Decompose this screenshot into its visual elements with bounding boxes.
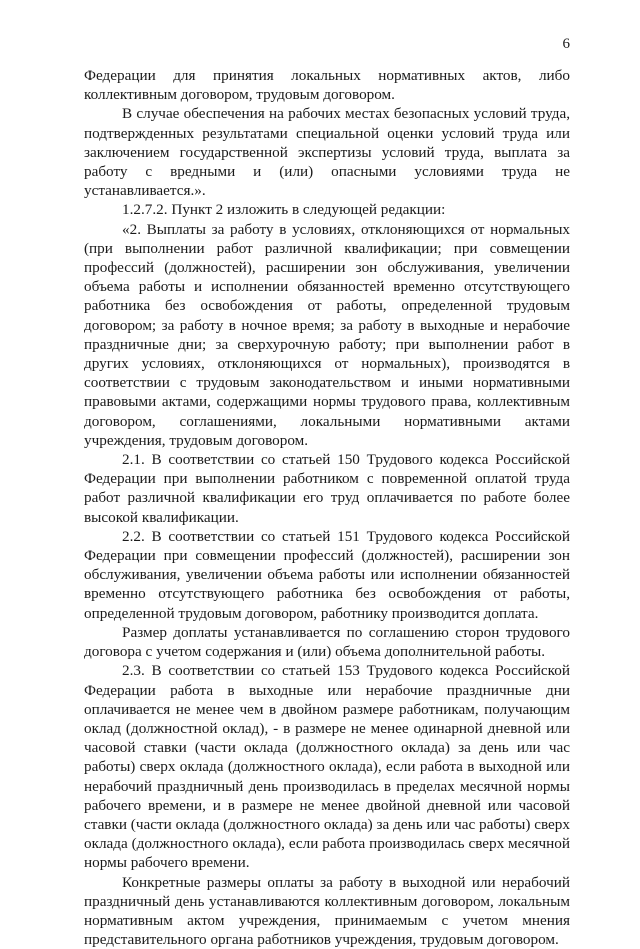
paragraph-6: 2.2. В соответствии со статьей 151 Трудового кодекса Российской Федерации при совмещении профессий (должностей), расширении зон обслуживания, увеличении объема работы или исполнении обязанностей временно отсутствующего работника без освобождения от работы, определенной трудовым договором, работнику производится доплата. <box>84 527 570 622</box>
paragraph-9: Конкретные размеры оплаты за работу в выходной или нерабочий праздничный день устанавливаются коллективным договором, локальным нормативным актом учреждения, принимаемым с учетом мнения представительного органа работников учреждения, трудовым договором. <box>84 873 570 949</box>
paragraph-1: Федерации для принятия локальных нормативных актов, либо коллективным договором, трудовым договором. <box>84 67 570 104</box>
paragraph-4: «2. Выплаты за работу в условиях, отклоняющихся от нормальных (при выполнении работ различной квалификации; при совмещении профессий (должностей), расширении зон обслуживания, увеличении объема работы и исполнении обязанностей временно отсутствующего работника без освобождения от работы, определенной трудовым договором; за работу в ночное время; за работу в выходные и нерабочие праздничные дни; за сверхурочную работу; при выполнении работ в других условиях, отклоняющихся от нормальных), производятся в соответствии с трудовым законодательством и иными нормативными правовыми актами, содержащими нормы трудового права, коллективным договором, соглашениями, локальными нормативными актами учреждения, трудовым договором. <box>84 220 570 449</box>
page-number: 6 <box>562 36 570 52</box>
paragraph-5: 2.1. В соответствии со статьей 150 Трудового кодекса Российской Федерации при выполнении работником с повременной оплатой труда работ различной квалификации его труд оплачивается по работе более высокой квалификации. <box>84 451 570 526</box>
paragraph-7: Размер доплаты устанавливается по соглашению сторон трудового договора с учетом содержания и (или) объема дополнительной работы. <box>84 623 570 661</box>
paragraph-3: 1.2.7.2. Пункт 2 изложить в следующей редакции: <box>122 201 446 219</box>
paragraph-2: В случае обеспечения на рабочих местах безопасных условий труда, подтвержденных результатами специальной оценки условий труда или заключением государственной экспертизы условий труда, выплата за работу с вредными и (или) опасными условиями труда не устанавливается.». <box>84 105 570 200</box>
document-body <box>84 66 570 949</box>
paragraph-8: 2.3. В соответствии со статьей 153 Трудового кодекса Российской Федерации работа в выходные или нерабочие праздничные дни оплачивается не менее чем в двойном размере работникам, получающим оклад (должностной оклад), - в размере не менее одинарной дневной или часовой ставки (части оклада (должностного оклада) за день или час работы) сверх оклада (должностного оклада), если работа в выходной или нерабочий праздничный день производилась в пределах месячной нормы рабочего времени, и в размере не менее двойной дневной или часовой ставки (части оклада (должностного оклада) за день или час работы) сверх оклада (должностного оклада), если работа производилась сверх месячной нормы рабочего времени. <box>84 662 570 872</box>
